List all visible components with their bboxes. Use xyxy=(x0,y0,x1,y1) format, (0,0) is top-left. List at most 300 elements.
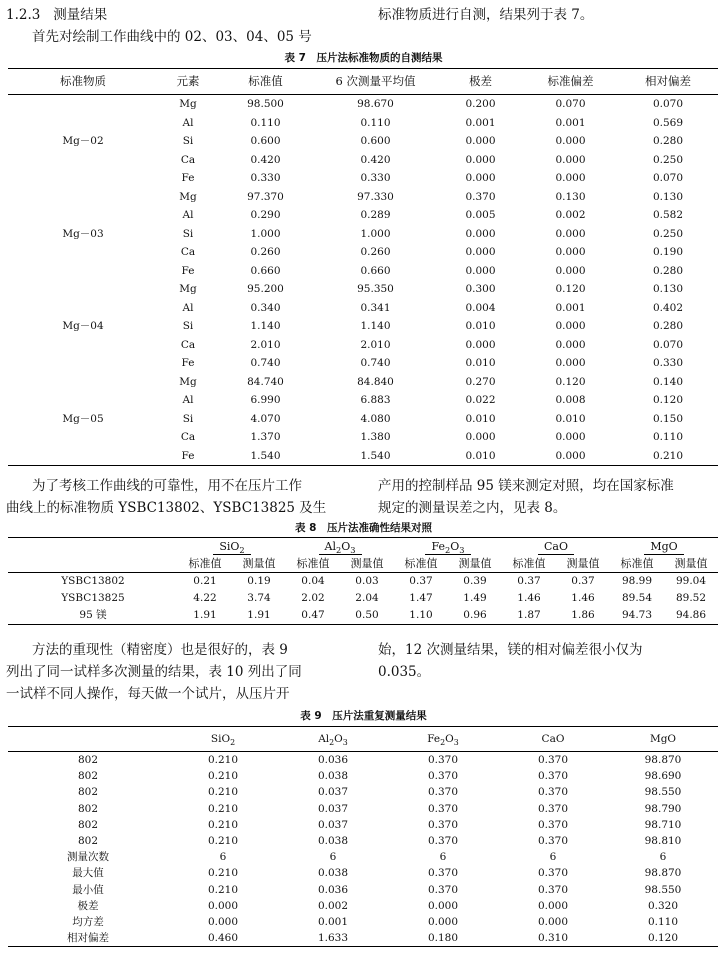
table7-cell: 0.000 xyxy=(555,338,586,351)
table7-cell: 0.341 xyxy=(360,301,391,314)
table8-subheader-meas: 测量值 xyxy=(566,557,600,570)
compound-part: CaO xyxy=(541,733,565,745)
compound-part: 2 xyxy=(335,545,342,556)
table9-header-cell xyxy=(608,727,718,752)
table7-group-name: Mg－04 xyxy=(62,320,104,332)
table9-row-label: 802 xyxy=(77,802,99,815)
compound-part: Fe xyxy=(427,733,441,745)
compound-part: SiO xyxy=(219,540,240,553)
table7-cell: 0.010 xyxy=(465,449,496,462)
table9-cell: 0.038 xyxy=(317,770,349,783)
table8-cell: 99.04 xyxy=(675,575,707,587)
table7-cell: Si xyxy=(182,227,194,240)
para3-right-line-2: 0.035。 xyxy=(378,664,431,680)
para2-left-line-1: 为了考核工作曲线的可靠性，用不在压片工作 xyxy=(32,478,302,494)
table7-cell: 0.000 xyxy=(555,357,586,369)
table7-cell: 0.110 xyxy=(652,431,684,443)
para3-right-line-1: 始，12 次测量结果，镁的相对偏差很小仅为 xyxy=(378,642,643,658)
table9-row-label: 802 xyxy=(77,835,99,848)
para2-right-line-2: 规定的测量误差之内，见表 8。 xyxy=(378,500,567,516)
table7-cell: Fe xyxy=(181,357,195,369)
table-row xyxy=(8,784,718,800)
table9-cell: 0.370 xyxy=(427,867,459,880)
table-row xyxy=(8,280,718,299)
table8-cell: 1.10 xyxy=(409,609,433,621)
table7-cell: 0.000 xyxy=(555,172,586,184)
table9-cell: 0.370 xyxy=(537,883,569,896)
table-9 xyxy=(8,726,718,947)
table-row xyxy=(8,898,718,914)
table8-cell: 0.50 xyxy=(355,609,379,621)
table7-cell: 0.740 xyxy=(360,357,391,369)
compound-part: CaO xyxy=(544,540,568,553)
para3-left-line-2: 列出了同一试样多次测量的结果，表 10 列出了同 xyxy=(6,664,302,680)
table7-cell: 0.120 xyxy=(555,375,586,388)
table8-subheader-std: 标准值 xyxy=(188,557,222,570)
table9-cell: 6 xyxy=(219,851,227,864)
table7-group-name: Mg－02 xyxy=(62,135,104,147)
table7-cell: 84.740 xyxy=(247,375,284,388)
table7-cell: 0.210 xyxy=(652,449,684,462)
intro-line-1: 首先对绘制工作曲线中的 02、03、04、05 号 xyxy=(32,29,312,45)
table7-cell: 0.280 xyxy=(652,320,684,332)
table9-cell: 0.002 xyxy=(317,899,349,912)
table9-cell: 0.310 xyxy=(537,932,569,945)
table8-cell: 1.49 xyxy=(463,592,487,604)
table7-cell: 0.004 xyxy=(465,301,496,314)
table9-cell: 0.180 xyxy=(427,932,459,945)
table7-cell: 0.340 xyxy=(250,301,281,314)
table9-cell: 98.870 xyxy=(644,867,682,880)
table8-cell: 1.91 xyxy=(247,609,271,621)
table7-cell: 84.840 xyxy=(357,375,394,388)
table8-caption: 表 8 压片法准确性结果对照 xyxy=(295,522,432,534)
table-row xyxy=(8,573,718,591)
table9-row-label: 802 xyxy=(77,818,99,831)
table7-cell: Fe xyxy=(181,449,195,462)
table7-header-cell: 6 次测量平均值 xyxy=(335,74,416,88)
compound-part: Al xyxy=(318,733,330,745)
compound-part: Al xyxy=(324,540,336,553)
table7-cell: 0.000 xyxy=(465,172,496,184)
compound-header xyxy=(394,538,502,556)
table7-cell: 0.370 xyxy=(465,190,496,203)
table7-cell: 0.070 xyxy=(652,172,684,184)
table8-subheader-meas: 测量值 xyxy=(458,557,492,570)
compound-header xyxy=(610,538,718,556)
table8-cell: 0.37 xyxy=(517,575,541,587)
compound-part: MgO xyxy=(649,733,677,745)
table7-cell: 0.010 xyxy=(465,320,496,332)
compound-part: 3 xyxy=(342,738,348,748)
table7-cell: 0.000 xyxy=(555,153,586,166)
table7-cell: 1.540 xyxy=(250,449,281,462)
table7-cell: 98.500 xyxy=(247,98,284,110)
table8-cell: 0.39 xyxy=(463,575,487,587)
table9-cell: 0.110 xyxy=(647,916,679,929)
table-row xyxy=(8,590,718,607)
table9-cell: 0.370 xyxy=(427,770,459,783)
table9-row-label: 802 xyxy=(77,754,99,766)
table7-cell: 0.000 xyxy=(465,153,496,166)
table7-cell: 98.670 xyxy=(357,98,394,110)
table7-cell: 0.600 xyxy=(250,135,281,147)
table7-cell: 1.140 xyxy=(360,320,391,332)
table9-cell: 6 xyxy=(659,851,667,864)
table9-cell: 0.210 xyxy=(207,786,239,799)
table8-cell: 1.87 xyxy=(517,609,541,621)
table7-cell: Si xyxy=(182,320,194,332)
table9-cell: 0.210 xyxy=(207,835,239,848)
table7-cell: 0.130 xyxy=(652,190,684,203)
table7-cell: 0.569 xyxy=(652,116,684,129)
table7-cell: Mg xyxy=(179,283,197,295)
table9-row-label: 最大值 xyxy=(72,867,104,880)
table9-cell: 0.038 xyxy=(317,835,349,848)
para3-left-line-1: 方法的重现性（精密度）也是很好的，表 9 xyxy=(32,642,288,658)
table8-cell: 2.02 xyxy=(301,592,325,604)
table8-corner-2 xyxy=(8,555,178,573)
table9-cell: 1.633 xyxy=(317,932,349,945)
table9-cell: 0.370 xyxy=(537,867,569,880)
table9-cell: 0.320 xyxy=(647,899,679,912)
table-row xyxy=(8,801,718,817)
table9-cell: 0.370 xyxy=(427,786,459,799)
table7-cell: 2.010 xyxy=(250,338,281,351)
table-7 xyxy=(8,68,718,466)
table9-cell: 0.370 xyxy=(427,835,459,848)
table9-cell: 0.460 xyxy=(207,932,239,945)
table8-sample-name: YSBC13802 xyxy=(61,575,125,587)
table7-cell: Al xyxy=(182,209,194,221)
table7-header-cell: 极差 xyxy=(469,74,492,88)
compound-part: Fe xyxy=(431,540,445,553)
table9-cell: 0.036 xyxy=(317,754,349,766)
table7-header-cell: 标准物质 xyxy=(60,74,106,88)
table7-cell: Mg xyxy=(179,375,197,388)
compound-part: SiO xyxy=(210,733,231,745)
table9-header-cell xyxy=(278,727,388,752)
table9-cell: 98.550 xyxy=(644,786,682,799)
table7-cell: 0.190 xyxy=(652,246,684,258)
table7-cell: 0.000 xyxy=(555,264,586,277)
table7-cell: 0.001 xyxy=(465,116,496,129)
table8-cell: 0.19 xyxy=(247,575,271,587)
table-row xyxy=(8,752,718,769)
table9-cell: 0.037 xyxy=(317,786,349,799)
table7-cell: 1.000 xyxy=(360,227,391,240)
table9-cell: 0.000 xyxy=(207,916,239,929)
table7-header-cell: 元素 xyxy=(176,74,200,88)
table9-cell: 98.810 xyxy=(644,835,682,848)
table9-cell: 0.000 xyxy=(537,899,569,912)
table7-cell: 0.010 xyxy=(555,412,586,425)
table8-cell: 0.04 xyxy=(301,575,325,587)
table9-cell: 0.210 xyxy=(207,883,239,896)
table8-cell: 0.03 xyxy=(355,575,379,587)
table-row xyxy=(8,95,718,114)
compound-part: 2 xyxy=(445,545,451,556)
table7-cell: 0.150 xyxy=(652,412,684,425)
compound-header xyxy=(286,538,394,556)
table9-cell: 6 xyxy=(549,851,557,864)
table8-subheader-meas: 测量值 xyxy=(674,557,708,570)
table7-cell: 1.370 xyxy=(250,431,281,443)
table9-corner xyxy=(8,727,168,752)
table8-cell: 0.21 xyxy=(193,575,217,587)
table8-cell: 94.86 xyxy=(675,609,707,621)
para2-right-line-1: 产用的控制样品 95 镁来测定对照，均在国家标准 xyxy=(378,478,674,494)
table7-cell: 1.000 xyxy=(250,227,281,240)
table7-cell: 4.080 xyxy=(360,412,391,425)
table9-cell: 0.370 xyxy=(537,786,569,799)
table7-cell: 0.070 xyxy=(555,98,586,110)
table7-cell: Fe xyxy=(181,264,195,277)
table7-cell: 0.022 xyxy=(465,394,496,406)
table8-subheader-meas: 测量值 xyxy=(350,557,384,570)
table7-cell: 6.883 xyxy=(360,394,391,406)
table7-cell: Al xyxy=(182,394,194,406)
table7-cell: 0.600 xyxy=(360,135,391,147)
table9-cell: 0.370 xyxy=(537,754,569,766)
table8-subheader-std: 标准值 xyxy=(296,557,330,570)
table7-cell: 0.070 xyxy=(652,338,684,351)
table8-corner xyxy=(8,538,178,556)
table7-cell: 0.000 xyxy=(465,246,496,258)
table7-cell: Al xyxy=(182,116,194,129)
table7-header-cell: 标准偏差 xyxy=(547,74,594,88)
table7-cell: Mg xyxy=(179,98,197,110)
compound-part: 3 xyxy=(350,545,356,556)
table-8 xyxy=(8,537,718,625)
section-title: 测量结果 xyxy=(53,7,108,23)
table9-row-label: 极差 xyxy=(77,899,99,912)
table9-cell: 0.000 xyxy=(207,899,239,912)
table8-subheader-meas: 测量值 xyxy=(242,557,276,570)
table7-group-name: Mg－05 xyxy=(62,412,104,425)
table9-row-label: 最小值 xyxy=(72,883,104,896)
table9-cell: 0.120 xyxy=(647,932,679,945)
table7-cell: 0.270 xyxy=(465,375,496,388)
table-row xyxy=(8,373,718,392)
table8-subheader-std: 标准值 xyxy=(512,557,546,570)
table9-cell: 0.037 xyxy=(317,802,349,815)
table7-cell: 0.280 xyxy=(652,135,684,147)
compound-part: 2 xyxy=(239,545,245,556)
compound-part: 3 xyxy=(459,545,465,556)
table9-row-label: 测量次数 xyxy=(67,851,109,864)
table7-cell: 0.300 xyxy=(465,283,496,295)
table8-subheader-std: 标准值 xyxy=(620,557,654,570)
table7-cell: 0.660 xyxy=(360,264,391,277)
table9-row-label: 均方差 xyxy=(72,916,104,929)
table-row xyxy=(8,865,718,881)
table7-cell: 0.120 xyxy=(652,394,684,406)
table7-cell: 0.010 xyxy=(465,357,496,369)
table9-cell: 98.690 xyxy=(644,770,682,783)
table7-cell: 4.070 xyxy=(250,412,281,425)
table7-cell: 0.000 xyxy=(465,431,496,443)
table7-cell: 0.000 xyxy=(555,135,586,147)
table8-cell: 3.74 xyxy=(247,592,271,604)
table9-row-label: 相对偏差 xyxy=(67,932,109,945)
table9-cell: 6 xyxy=(439,851,447,864)
table7-cell: 0.250 xyxy=(652,227,684,240)
table8-subheader-std: 标准值 xyxy=(404,557,438,570)
table9-cell: 0.370 xyxy=(537,818,569,831)
table7-cell: 0.001 xyxy=(555,116,586,129)
table7-cell: 2.010 xyxy=(360,338,391,351)
table9-cell: 0.210 xyxy=(207,770,239,783)
table-row xyxy=(8,882,718,898)
table9-cell: 98.790 xyxy=(644,802,682,815)
table8-cell: 2.04 xyxy=(355,592,379,604)
table7-header-cell: 相对偏差 xyxy=(645,74,691,88)
table9-row-label: 802 xyxy=(77,770,99,783)
table7-cell: 0.660 xyxy=(250,264,281,277)
compound-part: 2 xyxy=(329,738,335,748)
table9-cell: 0.001 xyxy=(317,916,349,929)
table8-sample-name: 95 镁 xyxy=(79,609,107,621)
table9-cell: 98.870 xyxy=(644,754,682,766)
para2-left-line-2: 曲线上的标准物质 YSBC13802、YSBC13825 及生 xyxy=(6,500,327,516)
table7-cell: 0.200 xyxy=(465,98,496,110)
table7-cell: 0.260 xyxy=(250,246,281,258)
table-row xyxy=(8,849,718,865)
table9-cell: 0.370 xyxy=(537,770,569,783)
table8-cell: 89.52 xyxy=(675,592,707,604)
table9-cell: 0.370 xyxy=(537,802,569,815)
section-heading xyxy=(6,5,107,25)
table-row xyxy=(8,188,718,207)
compound-part: 3 xyxy=(453,738,459,748)
table7-cell: 0.290 xyxy=(250,209,281,221)
table7-cell: 0.000 xyxy=(555,431,586,443)
table9-cell: 0.000 xyxy=(537,916,569,929)
table7-cell: 0.289 xyxy=(360,209,391,221)
table8-cell: 0.96 xyxy=(463,609,487,621)
compound-part: O xyxy=(445,733,454,745)
table9-header-cell xyxy=(498,727,608,752)
table9-cell: 6 xyxy=(329,851,337,864)
table9-caption: 表 9 压片法重复测量结果 xyxy=(300,710,427,722)
table7-cell: 0.000 xyxy=(465,135,496,147)
table-row xyxy=(8,817,718,833)
table7-cell: 0.420 xyxy=(250,153,281,166)
table9-header-cell xyxy=(388,727,498,752)
table8-cell: 4.22 xyxy=(193,592,217,604)
table7-cell: Ca xyxy=(180,153,196,166)
table7-cell: 0.120 xyxy=(555,283,586,295)
table9-cell: 0.038 xyxy=(317,867,349,880)
table7-cell: Al xyxy=(182,301,194,314)
table7-cell: 0.140 xyxy=(652,375,684,388)
table7-cell: 0.402 xyxy=(652,301,684,314)
table7-cell: 0.070 xyxy=(652,98,684,110)
table7-cell: 0.130 xyxy=(652,283,684,295)
table7-cell: 0.000 xyxy=(465,338,496,351)
table7-cell: 0.330 xyxy=(360,172,391,184)
table-row xyxy=(8,833,718,849)
table8-cell: 1.47 xyxy=(409,592,433,604)
table7-cell: 1.380 xyxy=(360,431,391,443)
table7-cell: 0.740 xyxy=(250,357,281,369)
table9-cell: 0.000 xyxy=(427,899,459,912)
table7-cell: 0.000 xyxy=(465,227,496,240)
table7-caption: 表 7 压片法标准物质的自测结果 xyxy=(284,52,443,64)
table9-cell: 0.370 xyxy=(537,835,569,848)
table7-cell: 0.005 xyxy=(465,209,496,221)
table9-cell: 0.210 xyxy=(207,802,239,815)
table8-cell: 1.86 xyxy=(571,609,595,621)
compound-header xyxy=(178,538,286,556)
table9-cell: 0.037 xyxy=(317,818,349,831)
table7-cell: 97.330 xyxy=(357,190,394,203)
table7-cell: 97.370 xyxy=(247,190,284,203)
table7-cell: 1.140 xyxy=(250,320,281,332)
para3-left-line-3: 一试样不同人操作，每天做一个试片，从压片开 xyxy=(6,686,290,702)
table-row xyxy=(8,930,718,947)
table-row xyxy=(8,914,718,930)
table-row xyxy=(8,607,718,625)
table8-cell: 1.46 xyxy=(571,592,595,604)
table7-cell: 0.130 xyxy=(555,190,586,203)
table9-cell: 0.370 xyxy=(427,802,459,815)
compound-part: O xyxy=(450,540,460,553)
table7-cell: 95.350 xyxy=(357,283,394,295)
table7-cell: 0.260 xyxy=(360,246,391,258)
table7-cell: Ca xyxy=(180,338,196,351)
compound-part: O xyxy=(341,540,351,553)
table8-cell: 1.46 xyxy=(517,592,541,604)
table-row xyxy=(8,768,718,784)
compound-part: 2 xyxy=(230,738,236,748)
table7-cell: 0.582 xyxy=(652,209,684,221)
table7-cell: 0.110 xyxy=(250,116,281,129)
table7-cell: Mg xyxy=(179,190,197,203)
table7-cell: Fe xyxy=(181,172,195,184)
table8-cell: 1.91 xyxy=(193,609,217,621)
table8-cell: 0.37 xyxy=(571,575,595,587)
table9-cell: 0.370 xyxy=(427,818,459,831)
table7-cell: 0.001 xyxy=(555,301,586,314)
table7-cell: 0.002 xyxy=(555,209,586,221)
table7-cell: Si xyxy=(182,135,194,147)
table7-cell: 0.000 xyxy=(555,246,586,258)
table7-cell: 0.250 xyxy=(652,153,684,166)
table7-header-cell: 标准值 xyxy=(248,74,283,88)
table7-cell: 0.330 xyxy=(652,357,684,369)
table8-cell: 0.37 xyxy=(409,575,433,587)
table9-cell: 0.210 xyxy=(207,818,239,831)
table7-cell: 0.000 xyxy=(555,320,586,332)
table8-cell: 98.99 xyxy=(621,575,653,587)
table7-cell: 0.110 xyxy=(360,116,391,129)
table7-cell: 0.008 xyxy=(555,394,586,406)
table9-cell: 0.210 xyxy=(207,754,239,766)
section-number: 1.2.3 xyxy=(6,7,41,23)
table8-cell: 94.73 xyxy=(621,609,653,621)
compound-part: MgO xyxy=(650,540,678,553)
table9-cell: 0.370 xyxy=(427,754,459,766)
table7-cell: 95.200 xyxy=(247,283,284,295)
table7-cell: Ca xyxy=(180,246,196,258)
compound-header xyxy=(502,538,610,556)
table7-cell: Ca xyxy=(180,431,196,443)
table8-cell: 0.47 xyxy=(301,609,325,621)
table9-cell: 0.036 xyxy=(317,883,349,896)
table9-cell: 98.550 xyxy=(644,883,682,896)
